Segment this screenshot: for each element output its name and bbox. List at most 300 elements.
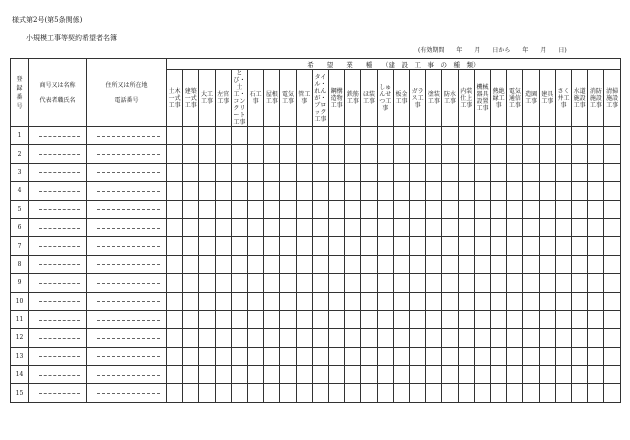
category-cell[interactable] bbox=[280, 127, 296, 145]
category-cell[interactable] bbox=[410, 237, 426, 255]
category-cell[interactable] bbox=[361, 182, 377, 200]
category-cell[interactable] bbox=[458, 163, 474, 181]
category-cell[interactable] bbox=[296, 218, 312, 236]
category-cell[interactable] bbox=[296, 127, 312, 145]
category-cell[interactable] bbox=[572, 163, 588, 181]
category-cell[interactable] bbox=[199, 366, 215, 384]
category-cell[interactable] bbox=[361, 127, 377, 145]
category-cell[interactable] bbox=[312, 292, 328, 310]
category-cell[interactable] bbox=[555, 292, 571, 310]
category-cell[interactable] bbox=[377, 366, 393, 384]
category-cell[interactable] bbox=[264, 329, 280, 347]
category-cell[interactable] bbox=[329, 310, 345, 328]
category-cell[interactable] bbox=[555, 218, 571, 236]
category-cell[interactable] bbox=[345, 366, 361, 384]
category-cell[interactable] bbox=[377, 200, 393, 218]
category-cell[interactable] bbox=[377, 145, 393, 163]
category-cell[interactable] bbox=[507, 347, 523, 365]
category-cell[interactable] bbox=[183, 384, 199, 402]
category-cell[interactable] bbox=[442, 218, 458, 236]
category-cell[interactable] bbox=[426, 200, 442, 218]
category-cell[interactable] bbox=[345, 292, 361, 310]
category-cell[interactable] bbox=[442, 237, 458, 255]
category-cell[interactable] bbox=[312, 145, 328, 163]
trade-name-cell[interactable] bbox=[29, 347, 87, 365]
category-cell[interactable] bbox=[604, 218, 620, 236]
category-cell[interactable] bbox=[231, 237, 247, 255]
category-cell[interactable] bbox=[329, 200, 345, 218]
category-cell[interactable] bbox=[312, 347, 328, 365]
category-cell[interactable] bbox=[231, 347, 247, 365]
category-cell[interactable] bbox=[167, 384, 183, 402]
category-cell[interactable] bbox=[474, 200, 490, 218]
address-cell[interactable] bbox=[87, 127, 167, 145]
category-cell[interactable] bbox=[474, 310, 490, 328]
category-cell[interactable] bbox=[426, 182, 442, 200]
category-cell[interactable] bbox=[474, 384, 490, 402]
category-cell[interactable] bbox=[361, 200, 377, 218]
category-cell[interactable] bbox=[199, 292, 215, 310]
category-cell[interactable] bbox=[523, 255, 539, 273]
category-cell[interactable] bbox=[588, 127, 604, 145]
category-cell[interactable] bbox=[426, 310, 442, 328]
trade-name-cell[interactable] bbox=[29, 329, 87, 347]
category-cell[interactable] bbox=[523, 145, 539, 163]
category-cell[interactable] bbox=[231, 163, 247, 181]
category-cell[interactable] bbox=[604, 200, 620, 218]
category-cell[interactable] bbox=[280, 163, 296, 181]
category-cell[interactable] bbox=[410, 200, 426, 218]
category-cell[interactable] bbox=[183, 237, 199, 255]
category-cell[interactable] bbox=[410, 255, 426, 273]
category-cell[interactable] bbox=[539, 237, 555, 255]
category-cell[interactable] bbox=[588, 329, 604, 347]
category-cell[interactable] bbox=[280, 329, 296, 347]
category-cell[interactable] bbox=[604, 274, 620, 292]
category-cell[interactable] bbox=[523, 366, 539, 384]
category-cell[interactable] bbox=[588, 310, 604, 328]
category-cell[interactable] bbox=[523, 310, 539, 328]
category-cell[interactable] bbox=[572, 145, 588, 163]
address-cell[interactable] bbox=[87, 384, 167, 402]
category-cell[interactable] bbox=[410, 366, 426, 384]
category-cell[interactable] bbox=[199, 347, 215, 365]
category-cell[interactable] bbox=[426, 237, 442, 255]
category-cell[interactable] bbox=[555, 347, 571, 365]
category-cell[interactable] bbox=[442, 274, 458, 292]
category-cell[interactable] bbox=[345, 255, 361, 273]
category-cell[interactable] bbox=[491, 127, 507, 145]
category-cell[interactable] bbox=[345, 347, 361, 365]
category-cell[interactable] bbox=[523, 347, 539, 365]
category-cell[interactable] bbox=[393, 218, 409, 236]
category-cell[interactable] bbox=[377, 329, 393, 347]
category-cell[interactable] bbox=[507, 255, 523, 273]
category-cell[interactable] bbox=[393, 366, 409, 384]
category-cell[interactable] bbox=[393, 347, 409, 365]
address-cell[interactable] bbox=[87, 292, 167, 310]
trade-name-cell[interactable] bbox=[29, 292, 87, 310]
category-cell[interactable] bbox=[377, 218, 393, 236]
trade-name-cell[interactable] bbox=[29, 384, 87, 402]
category-cell[interactable] bbox=[523, 127, 539, 145]
category-cell[interactable] bbox=[296, 347, 312, 365]
category-cell[interactable] bbox=[410, 218, 426, 236]
category-cell[interactable] bbox=[296, 182, 312, 200]
category-cell[interactable] bbox=[507, 237, 523, 255]
category-cell[interactable] bbox=[539, 384, 555, 402]
category-cell[interactable] bbox=[458, 200, 474, 218]
category-cell[interactable] bbox=[345, 218, 361, 236]
category-cell[interactable] bbox=[491, 310, 507, 328]
category-cell[interactable] bbox=[312, 163, 328, 181]
category-cell[interactable] bbox=[296, 329, 312, 347]
category-cell[interactable] bbox=[604, 310, 620, 328]
category-cell[interactable] bbox=[523, 182, 539, 200]
category-cell[interactable] bbox=[426, 329, 442, 347]
category-cell[interactable] bbox=[555, 237, 571, 255]
category-cell[interactable] bbox=[312, 200, 328, 218]
category-cell[interactable] bbox=[491, 329, 507, 347]
category-cell[interactable] bbox=[442, 255, 458, 273]
category-cell[interactable] bbox=[555, 310, 571, 328]
address-cell[interactable] bbox=[87, 347, 167, 365]
category-cell[interactable] bbox=[523, 218, 539, 236]
category-cell[interactable] bbox=[329, 163, 345, 181]
category-cell[interactable] bbox=[572, 200, 588, 218]
category-cell[interactable] bbox=[572, 310, 588, 328]
category-cell[interactable] bbox=[312, 255, 328, 273]
category-cell[interactable] bbox=[264, 292, 280, 310]
category-cell[interactable] bbox=[183, 255, 199, 273]
category-cell[interactable] bbox=[474, 347, 490, 365]
category-cell[interactable] bbox=[539, 347, 555, 365]
category-cell[interactable] bbox=[312, 366, 328, 384]
category-cell[interactable] bbox=[539, 182, 555, 200]
category-cell[interactable] bbox=[361, 145, 377, 163]
category-cell[interactable] bbox=[523, 329, 539, 347]
trade-name-cell[interactable] bbox=[29, 310, 87, 328]
category-cell[interactable] bbox=[199, 329, 215, 347]
category-cell[interactable] bbox=[280, 145, 296, 163]
category-cell[interactable] bbox=[507, 292, 523, 310]
address-cell[interactable] bbox=[87, 329, 167, 347]
category-cell[interactable] bbox=[231, 255, 247, 273]
category-cell[interactable] bbox=[167, 163, 183, 181]
category-cell[interactable] bbox=[393, 163, 409, 181]
category-cell[interactable] bbox=[604, 237, 620, 255]
category-cell[interactable] bbox=[588, 200, 604, 218]
category-cell[interactable] bbox=[442, 145, 458, 163]
category-cell[interactable] bbox=[588, 182, 604, 200]
category-cell[interactable] bbox=[572, 329, 588, 347]
category-cell[interactable] bbox=[393, 310, 409, 328]
category-cell[interactable] bbox=[410, 384, 426, 402]
category-cell[interactable] bbox=[248, 274, 264, 292]
category-cell[interactable] bbox=[393, 255, 409, 273]
category-cell[interactable] bbox=[442, 292, 458, 310]
category-cell[interactable] bbox=[345, 145, 361, 163]
category-cell[interactable] bbox=[361, 366, 377, 384]
category-cell[interactable] bbox=[572, 274, 588, 292]
category-cell[interactable] bbox=[555, 200, 571, 218]
category-cell[interactable] bbox=[442, 384, 458, 402]
category-cell[interactable] bbox=[167, 237, 183, 255]
category-cell[interactable] bbox=[604, 182, 620, 200]
category-cell[interactable] bbox=[199, 145, 215, 163]
category-cell[interactable] bbox=[458, 310, 474, 328]
category-cell[interactable] bbox=[458, 292, 474, 310]
trade-name-cell[interactable] bbox=[29, 255, 87, 273]
category-cell[interactable] bbox=[523, 384, 539, 402]
category-cell[interactable] bbox=[555, 274, 571, 292]
category-cell[interactable] bbox=[280, 200, 296, 218]
category-cell[interactable] bbox=[296, 310, 312, 328]
category-cell[interactable] bbox=[393, 145, 409, 163]
category-cell[interactable] bbox=[507, 384, 523, 402]
category-cell[interactable] bbox=[426, 347, 442, 365]
category-cell[interactable] bbox=[361, 384, 377, 402]
category-cell[interactable] bbox=[588, 237, 604, 255]
address-cell[interactable] bbox=[87, 182, 167, 200]
category-cell[interactable] bbox=[555, 127, 571, 145]
category-cell[interactable] bbox=[215, 384, 231, 402]
category-cell[interactable] bbox=[458, 274, 474, 292]
category-cell[interactable] bbox=[539, 329, 555, 347]
category-cell[interactable] bbox=[491, 145, 507, 163]
category-cell[interactable] bbox=[458, 384, 474, 402]
category-cell[interactable] bbox=[312, 237, 328, 255]
category-cell[interactable] bbox=[539, 163, 555, 181]
category-cell[interactable] bbox=[167, 145, 183, 163]
category-cell[interactable] bbox=[393, 329, 409, 347]
address-cell[interactable] bbox=[87, 274, 167, 292]
category-cell[interactable] bbox=[539, 310, 555, 328]
category-cell[interactable] bbox=[264, 384, 280, 402]
category-cell[interactable] bbox=[199, 310, 215, 328]
category-cell[interactable] bbox=[377, 182, 393, 200]
category-cell[interactable] bbox=[555, 182, 571, 200]
category-cell[interactable] bbox=[555, 255, 571, 273]
category-cell[interactable] bbox=[280, 292, 296, 310]
category-cell[interactable] bbox=[167, 218, 183, 236]
category-cell[interactable] bbox=[474, 366, 490, 384]
category-cell[interactable] bbox=[296, 200, 312, 218]
category-cell[interactable] bbox=[474, 127, 490, 145]
trade-name-cell[interactable] bbox=[29, 182, 87, 200]
category-cell[interactable] bbox=[491, 182, 507, 200]
category-cell[interactable] bbox=[199, 200, 215, 218]
category-cell[interactable] bbox=[572, 218, 588, 236]
category-cell[interactable] bbox=[539, 127, 555, 145]
category-cell[interactable] bbox=[345, 384, 361, 402]
category-cell[interactable] bbox=[231, 329, 247, 347]
category-cell[interactable] bbox=[296, 145, 312, 163]
category-cell[interactable] bbox=[474, 145, 490, 163]
category-cell[interactable] bbox=[555, 145, 571, 163]
category-cell[interactable] bbox=[604, 347, 620, 365]
category-cell[interactable] bbox=[183, 163, 199, 181]
category-cell[interactable] bbox=[604, 384, 620, 402]
category-cell[interactable] bbox=[491, 255, 507, 273]
category-cell[interactable] bbox=[296, 163, 312, 181]
category-cell[interactable] bbox=[604, 329, 620, 347]
category-cell[interactable] bbox=[507, 127, 523, 145]
category-cell[interactable] bbox=[458, 145, 474, 163]
category-cell[interactable] bbox=[377, 255, 393, 273]
category-cell[interactable] bbox=[329, 384, 345, 402]
category-cell[interactable] bbox=[474, 255, 490, 273]
category-cell[interactable] bbox=[426, 274, 442, 292]
category-cell[interactable] bbox=[572, 127, 588, 145]
category-cell[interactable] bbox=[588, 347, 604, 365]
category-cell[interactable] bbox=[507, 200, 523, 218]
category-cell[interactable] bbox=[393, 292, 409, 310]
category-cell[interactable] bbox=[604, 366, 620, 384]
category-cell[interactable] bbox=[280, 384, 296, 402]
category-cell[interactable] bbox=[215, 127, 231, 145]
category-cell[interactable] bbox=[345, 237, 361, 255]
category-cell[interactable] bbox=[248, 218, 264, 236]
category-cell[interactable] bbox=[377, 274, 393, 292]
category-cell[interactable] bbox=[312, 127, 328, 145]
category-cell[interactable] bbox=[183, 366, 199, 384]
category-cell[interactable] bbox=[215, 292, 231, 310]
category-cell[interactable] bbox=[264, 163, 280, 181]
category-cell[interactable] bbox=[183, 218, 199, 236]
category-cell[interactable] bbox=[264, 255, 280, 273]
category-cell[interactable] bbox=[393, 200, 409, 218]
category-cell[interactable] bbox=[426, 145, 442, 163]
category-cell[interactable] bbox=[604, 255, 620, 273]
category-cell[interactable] bbox=[248, 182, 264, 200]
category-cell[interactable] bbox=[458, 366, 474, 384]
category-cell[interactable] bbox=[426, 384, 442, 402]
category-cell[interactable] bbox=[215, 163, 231, 181]
category-cell[interactable] bbox=[183, 310, 199, 328]
category-cell[interactable] bbox=[329, 274, 345, 292]
category-cell[interactable] bbox=[248, 347, 264, 365]
category-cell[interactable] bbox=[248, 145, 264, 163]
category-cell[interactable] bbox=[555, 329, 571, 347]
category-cell[interactable] bbox=[264, 127, 280, 145]
address-cell[interactable] bbox=[87, 218, 167, 236]
category-cell[interactable] bbox=[426, 255, 442, 273]
category-cell[interactable] bbox=[199, 163, 215, 181]
category-cell[interactable] bbox=[167, 274, 183, 292]
category-cell[interactable] bbox=[377, 292, 393, 310]
category-cell[interactable] bbox=[264, 274, 280, 292]
address-cell[interactable] bbox=[87, 366, 167, 384]
category-cell[interactable] bbox=[442, 329, 458, 347]
category-cell[interactable] bbox=[231, 200, 247, 218]
category-cell[interactable] bbox=[523, 237, 539, 255]
category-cell[interactable] bbox=[361, 292, 377, 310]
category-cell[interactable] bbox=[458, 237, 474, 255]
category-cell[interactable] bbox=[572, 237, 588, 255]
category-cell[interactable] bbox=[572, 384, 588, 402]
category-cell[interactable] bbox=[280, 255, 296, 273]
category-cell[interactable] bbox=[167, 329, 183, 347]
category-cell[interactable] bbox=[410, 347, 426, 365]
category-cell[interactable] bbox=[215, 218, 231, 236]
category-cell[interactable] bbox=[167, 310, 183, 328]
category-cell[interactable] bbox=[604, 163, 620, 181]
category-cell[interactable] bbox=[588, 292, 604, 310]
category-cell[interactable] bbox=[215, 347, 231, 365]
category-cell[interactable] bbox=[264, 218, 280, 236]
category-cell[interactable] bbox=[458, 127, 474, 145]
category-cell[interactable] bbox=[329, 218, 345, 236]
category-cell[interactable] bbox=[458, 347, 474, 365]
category-cell[interactable] bbox=[215, 329, 231, 347]
category-cell[interactable] bbox=[523, 200, 539, 218]
category-cell[interactable] bbox=[215, 145, 231, 163]
category-cell[interactable] bbox=[199, 182, 215, 200]
category-cell[interactable] bbox=[167, 347, 183, 365]
category-cell[interactable] bbox=[377, 310, 393, 328]
category-cell[interactable] bbox=[215, 237, 231, 255]
category-cell[interactable] bbox=[329, 127, 345, 145]
category-cell[interactable] bbox=[312, 274, 328, 292]
category-cell[interactable] bbox=[523, 163, 539, 181]
category-cell[interactable] bbox=[167, 182, 183, 200]
category-cell[interactable] bbox=[264, 145, 280, 163]
category-cell[interactable] bbox=[215, 182, 231, 200]
category-cell[interactable] bbox=[231, 292, 247, 310]
category-cell[interactable] bbox=[167, 292, 183, 310]
category-cell[interactable] bbox=[329, 292, 345, 310]
category-cell[interactable] bbox=[555, 163, 571, 181]
category-cell[interactable] bbox=[312, 218, 328, 236]
category-cell[interactable] bbox=[264, 182, 280, 200]
category-cell[interactable] bbox=[507, 274, 523, 292]
category-cell[interactable] bbox=[604, 127, 620, 145]
category-cell[interactable] bbox=[361, 310, 377, 328]
address-cell[interactable] bbox=[87, 145, 167, 163]
address-cell[interactable] bbox=[87, 200, 167, 218]
category-cell[interactable] bbox=[312, 182, 328, 200]
category-cell[interactable] bbox=[474, 182, 490, 200]
trade-name-cell[interactable] bbox=[29, 237, 87, 255]
category-cell[interactable] bbox=[474, 237, 490, 255]
category-cell[interactable] bbox=[231, 366, 247, 384]
category-cell[interactable] bbox=[183, 274, 199, 292]
category-cell[interactable] bbox=[491, 347, 507, 365]
category-cell[interactable] bbox=[248, 384, 264, 402]
category-cell[interactable] bbox=[280, 366, 296, 384]
category-cell[interactable] bbox=[377, 127, 393, 145]
category-cell[interactable] bbox=[442, 182, 458, 200]
category-cell[interactable] bbox=[588, 255, 604, 273]
category-cell[interactable] bbox=[264, 237, 280, 255]
category-cell[interactable] bbox=[572, 292, 588, 310]
category-cell[interactable] bbox=[410, 182, 426, 200]
category-cell[interactable] bbox=[474, 274, 490, 292]
category-cell[interactable] bbox=[491, 384, 507, 402]
category-cell[interactable] bbox=[572, 366, 588, 384]
category-cell[interactable] bbox=[183, 329, 199, 347]
trade-name-cell[interactable] bbox=[29, 127, 87, 145]
category-cell[interactable] bbox=[442, 347, 458, 365]
category-cell[interactable] bbox=[507, 163, 523, 181]
category-cell[interactable] bbox=[588, 163, 604, 181]
category-cell[interactable] bbox=[410, 145, 426, 163]
category-cell[interactable] bbox=[312, 329, 328, 347]
category-cell[interactable] bbox=[280, 274, 296, 292]
category-cell[interactable] bbox=[231, 145, 247, 163]
category-cell[interactable] bbox=[588, 366, 604, 384]
